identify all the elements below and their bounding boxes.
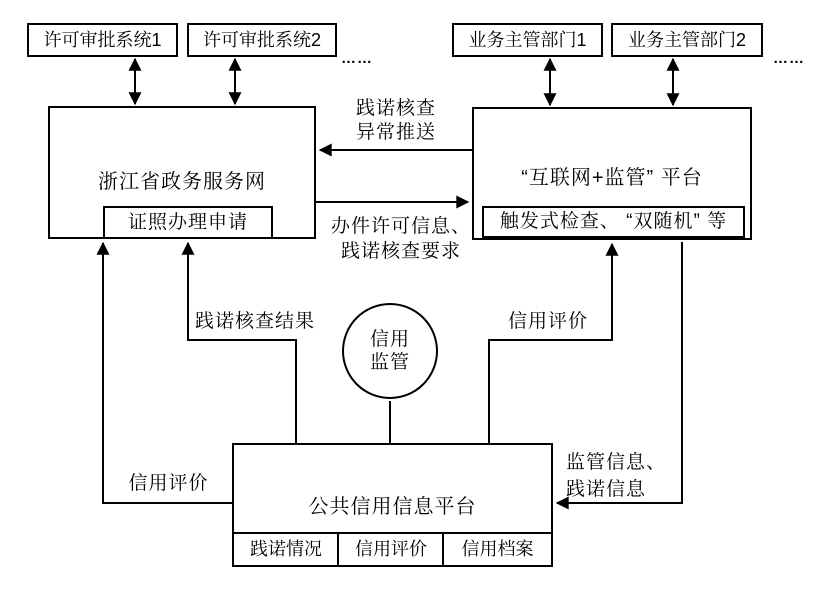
more-departments-ellipsis: ……	[773, 50, 805, 67]
node-triggered-inspection	[482, 206, 745, 238]
node-label: 许可审批系统2	[202, 29, 321, 50]
circle-label-line2: 监管	[369, 352, 410, 373]
node-label: 业务主管部门1	[468, 29, 587, 50]
internet-regulation-platform-title: “互联网+监管” 平台	[521, 167, 703, 189]
label-line2: 异常推送	[355, 122, 436, 143]
label-regulate-promise-info	[566, 449, 676, 503]
gov-service-network-title: 浙江省政务服务网	[98, 171, 266, 193]
label-line1: 办件许可信息、	[330, 216, 471, 237]
cell-label: 践诺情况	[250, 539, 322, 560]
cell-label: 信用评价	[355, 539, 427, 560]
label-line2: 践诺核查要求	[340, 241, 461, 262]
label-line2: 践诺信息	[566, 479, 647, 500]
node-label: 证照办理申请	[127, 211, 248, 233]
node-credit-archive-cell	[442, 532, 553, 567]
node-license-application	[103, 206, 273, 239]
node-credit-evaluation-cell	[337, 532, 445, 567]
node-business-department-2	[611, 23, 763, 57]
node-permit-approval-system-2	[187, 23, 337, 57]
node-permit-approval-system-1	[27, 23, 178, 57]
circle-label-line1: 信用	[369, 329, 410, 350]
label-check-result: 践诺核查结果	[194, 311, 315, 332]
label-permit-info-check-request	[319, 214, 483, 264]
edge-credit-eval-right-arrow	[489, 244, 612, 444]
node-label: 触发式检查、 “双随机” 等	[499, 211, 728, 233]
node-label: 业务主管部门2	[627, 29, 746, 50]
cell-label: 信用档案	[461, 539, 534, 560]
node-promise-fulfillment-cell	[232, 532, 340, 567]
label-credit-eval-left: 信用评价	[128, 473, 209, 494]
label-credit-eval-right: 信用评价	[507, 311, 588, 332]
node-credit-supervision-circle	[342, 303, 438, 399]
node-label: 许可审批系统1	[43, 29, 162, 50]
edge-credit-eval-left-arrow	[103, 243, 232, 503]
label-check-anomaly-push	[331, 97, 461, 145]
more-systems-ellipsis: ……	[341, 50, 373, 67]
public-credit-platform-title: 公共信用信息平台	[308, 496, 477, 518]
node-business-department-1	[452, 23, 603, 57]
label-line1: 践诺核查	[355, 98, 436, 119]
label-line1: 监管信息、	[566, 452, 667, 473]
edge-check-result-arrow	[188, 243, 296, 444]
